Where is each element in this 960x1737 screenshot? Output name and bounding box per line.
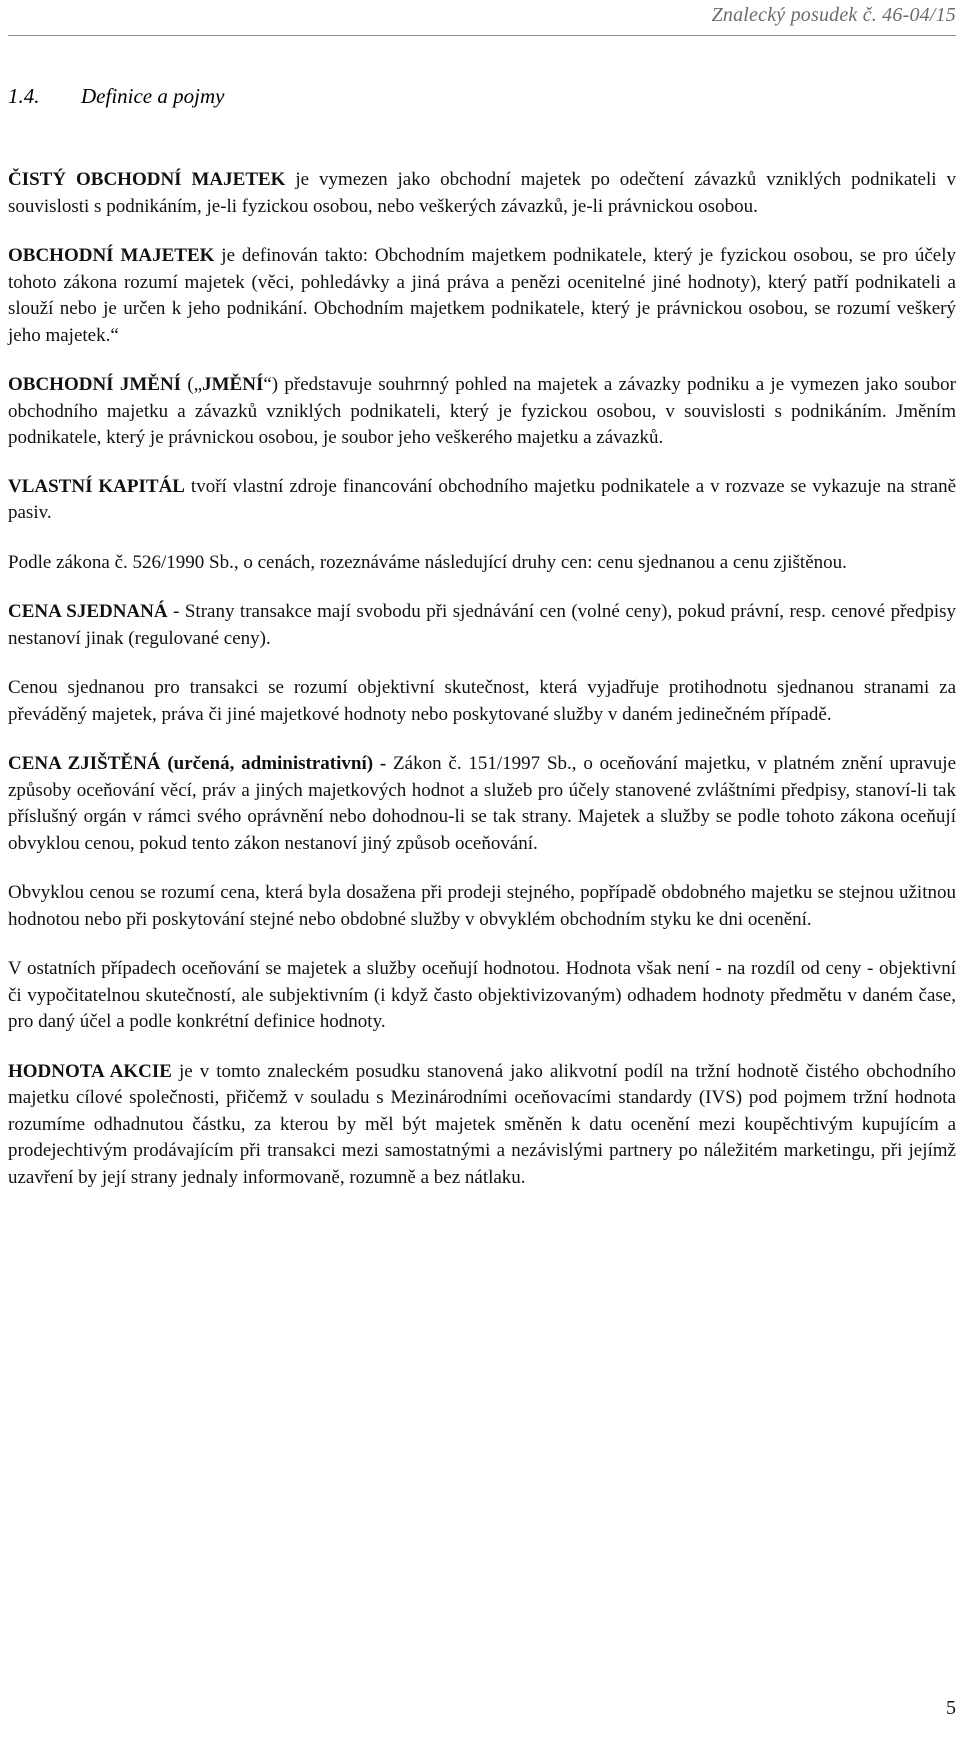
paragraph-text: je v tomto znaleckém posudku stanovená jako alikvotní podíl na tržní hodnotě čistého obchodního majetku cílové společnosti, přičemž v souladu s Mezinárodními oceňovacími standardy (IVS) pod pojmem tržní hodnota rozumíme odhadnutou částku, za kterou by měl být majetek směněn k datu ocenění mezi koupěchtivým kupujícím a prodejechtivým prodávajícím při transakci mezi samostatnými a nezávislými partnery po náležitém marketingu, při jejímž uzavření by její strany jednaly informovaně, rozumně a bez nátlaku. xyxy=(8,1060,956,1188)
paragraph-text: je definován takto: Obchodním majetkem podnikatele, který je fyzickou osobou, se pro účely tohoto zákona rozumí majetek (věci, pohledávky a jiná práva a penězi ocenitelné jiné hodnoty), který patří podnikateli a slouží nebo je určen k jeho podnikání. Obchodním majetkem podnikatele, který je právnickou osobou, se rozumí veškerý jeho majetek.“ xyxy=(8,245,956,346)
term-cisty-obchodni-majetek: ČISTÝ OBCHODNÍ MAJETEK xyxy=(8,169,286,190)
paragraph-hodnota-akcie xyxy=(8,1059,956,1192)
paragraph-obchodni-jmeni xyxy=(8,372,956,452)
paragraph-obvykla-cena: Obvyklou cenou se rozumí cena, která byla dosažena při prodeji stejného, popřípadě obdobného majetku se stejnou užitnou hodnotou nebo při poskytování stejné nebo obdobné služby v obvyklém obchodním styku ke dni ocenění. xyxy=(8,882,956,930)
term-obchodni-majetek: OBCHODNÍ MAJETEK xyxy=(8,245,215,266)
term-obchodni-jmeni: OBCHODNÍ JMĚNÍ xyxy=(8,374,182,395)
paragraph-cena-sjednana-detail: Cenou sjednanou pro transakci se rozumí objektivní skutečnost, která vyjadřuje protihodnotu sjednanou stranami za převáděný majetek, práva či jiné majetkové hodnoty nebo poskytované služby v daném jedinečném případě. xyxy=(8,677,956,725)
paragraph-spacer xyxy=(8,1036,956,1059)
paragraph-cena-sjednana xyxy=(8,599,956,652)
paragraph-text: je vymezen jako obchodní majetek po odečtení závazků vzniklých podnikateli v souvislosti s podnikáním, je-li fyzickou osobou, nebo veškerých závazků, je-li právnickou osobou. xyxy=(8,169,956,217)
page-number: 5 xyxy=(946,1697,956,1719)
paragraph-text: Zákon č. 151/1997 Sb., o oceňování majetku, v platném znění upravuje způsoby oceňování věcí, práv a jiných majetkových hodnot a služeb pro účely stanovené zvláštními předpisy, stanoví-li tak příslušný orgán v rámci svého oprávnění nebo dohodnou-li se tak strany. Majetek a služby se podle tohoto zákona oceňují obvyklou cenou, pokud tento zákon nestanoví jiný způsob oceňování. xyxy=(8,753,957,854)
section-number: 1.4. xyxy=(8,84,40,108)
term-jmeni-close: “) xyxy=(263,374,279,395)
term-cena-zjistena: CENA ZJIŠTĚNÁ (určená, administrativní) - xyxy=(8,753,387,774)
term-cena-sjednana: CENA SJEDNANÁ xyxy=(8,601,168,622)
term-jmeni-open: („ xyxy=(181,374,203,395)
term-vlastni-kapital: VLASTNÍ KAPITÁL xyxy=(8,475,185,497)
paragraph-text: - Strany transakce mají svobodu při sjednávání cen (volné ceny), pokud právní, resp. cenové předpisy nestanoví jinak (regulované ceny). xyxy=(8,601,956,649)
term-jmeni: JMĚNÍ xyxy=(202,374,264,395)
paragraph-vlastni-kapital xyxy=(8,474,956,527)
header-divider xyxy=(8,35,956,36)
paragraph-text: tvoří vlastní zdroje financování obchodního majetku podnikatele a v rozvaze se vykazuje na straně pasiv. xyxy=(8,475,957,523)
term-hodnota-akcie: HODNOTA AKCIE xyxy=(8,1060,172,1082)
paragraph-cisty-obchodni-majetek xyxy=(8,167,956,220)
section-title: Definice a pojmy xyxy=(81,84,225,108)
report-id-header: Znalecký posudek č. 46-04/15 xyxy=(711,4,956,26)
paragraph-cena-zjistena xyxy=(8,751,956,857)
section-heading xyxy=(8,84,224,109)
document-body xyxy=(8,167,956,1214)
paragraph-hodnota: V ostatních případech oceňování se majetek a služby oceňují hodnotou. Hodnota však není - na rozdíl od ceny - objektivní či vypočitatelnou skutečností, ale subjektivním (i když často objektivizovaným) odhadem hodnoty předmětu v daném čase, pro daný účel a podle konkrétní definice hodnoty. xyxy=(8,958,956,1032)
paragraph-obchodni-majetek xyxy=(8,243,956,349)
paragraph-text: představuje souhrnný pohled na majetek a závazky podniku a je vymezen jako soubor obchodního majetku a závazků vzniklých podnikateli, který je fyzickou osobou, v souvislosti s podnikáním. Jměním podnikatele, který je právnickou osobou, je soubor jeho veškerého majetku a závazků. xyxy=(8,374,956,448)
paragraph-druhy-cen: Podle zákona č. 526/1990 Sb., o cenách, rozeznáváme následující druhy cen: cenu sjednanou a cenu zjištěnou. xyxy=(8,551,847,573)
